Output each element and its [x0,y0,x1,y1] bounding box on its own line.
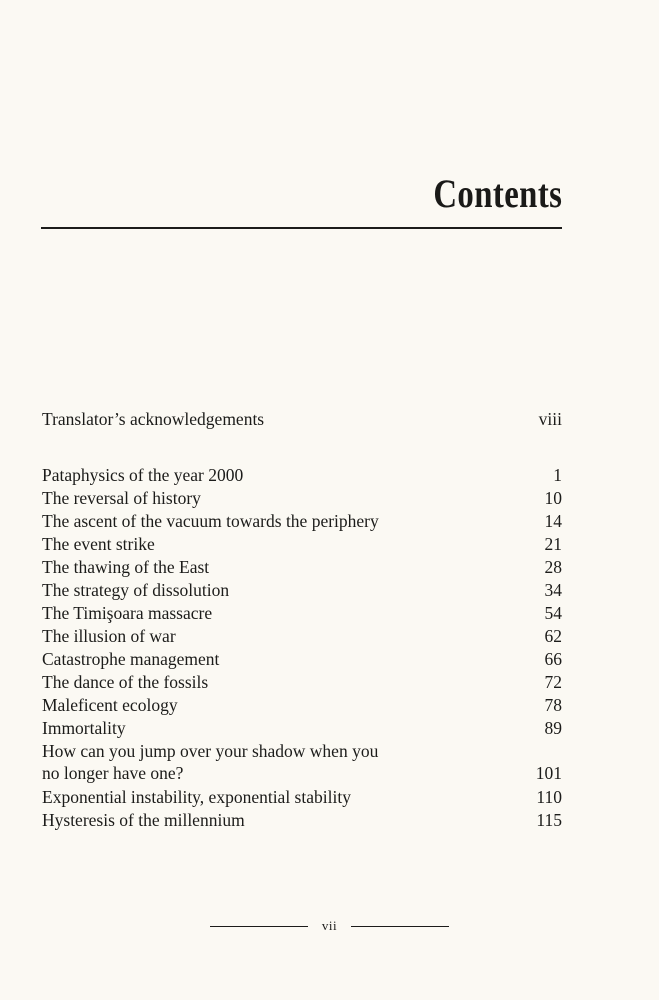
toc-entry-front-matter [42,408,562,430]
toc-entry [42,556,562,578]
page-footer [0,918,659,934]
page-title: Contents [432,171,562,216]
toc-entry [42,579,562,601]
toc-entry-title: Hysteresis of the millennium [42,810,245,830]
toc-entry-title-line: How can you jump over your shadow when you [42,741,379,761]
toc-entry-page: 1 [553,465,562,485]
toc-entry-title: The dance of the fossils [42,672,209,692]
toc-entry-title: The thawing of the East [42,557,210,577]
toc-entry [42,533,562,555]
toc-entry [42,809,562,831]
toc-entry [42,786,562,808]
title-rule [41,227,562,229]
footer-rule-left [210,926,308,927]
toc-entry-title: The Timişoara massacre [42,603,213,623]
toc-entry-title [42,740,378,784]
toc-entry-title: Maleficent ecology [42,695,178,715]
toc-entry-page: 14 [544,511,562,531]
toc-entry [42,648,562,670]
toc-entry [42,487,562,509]
toc-entry [42,464,562,486]
toc-entry-page: 10 [544,488,562,508]
footer-rule-right [351,926,449,927]
toc-entry-page: 62 [544,626,562,646]
toc-entry-title: Exponential instability, exponential stability [42,787,351,807]
toc-entry-page: 34 [544,580,562,600]
toc-entry-title: The illusion of war [42,626,176,646]
toc-entry [42,625,562,647]
toc-entry-page: 21 [544,534,562,554]
toc-entry [42,671,562,693]
toc-entry [42,717,562,739]
toc-entry-page: viii [538,409,562,429]
toc-entry-page: 28 [544,557,562,577]
toc-entry-page: 110 [536,787,562,807]
toc-entry-page: 72 [544,672,562,692]
toc-entry-page: 66 [544,649,562,669]
toc-entry-title: The strategy of dissolution [42,580,230,600]
toc-entry-title: Translator’s acknowledgements [42,409,265,429]
toc-entry-title: The event strike [42,534,155,554]
toc-entry-page: 115 [536,810,562,830]
toc-entry-title: Catastrophe management [42,649,220,669]
toc-entry-page: 89 [544,718,562,738]
toc-entry-page: 101 [535,763,562,783]
toc-entry-page: 54 [544,603,562,623]
toc-entry-title: The reversal of history [42,488,201,508]
toc-entry-title: Immortality [42,718,126,738]
toc-entry-title: Pataphysics of the year 2000 [42,465,244,485]
toc-entry-title-line: no longer have one? [42,763,184,783]
toc-entry [42,694,562,716]
toc-entry-page: 78 [544,695,562,715]
toc-entry [42,510,562,532]
page-number: vii [321,918,338,933]
toc-entry [42,740,562,784]
toc-entry [42,602,562,624]
toc-entry-title: The ascent of the vacuum towards the periphery [42,511,379,531]
